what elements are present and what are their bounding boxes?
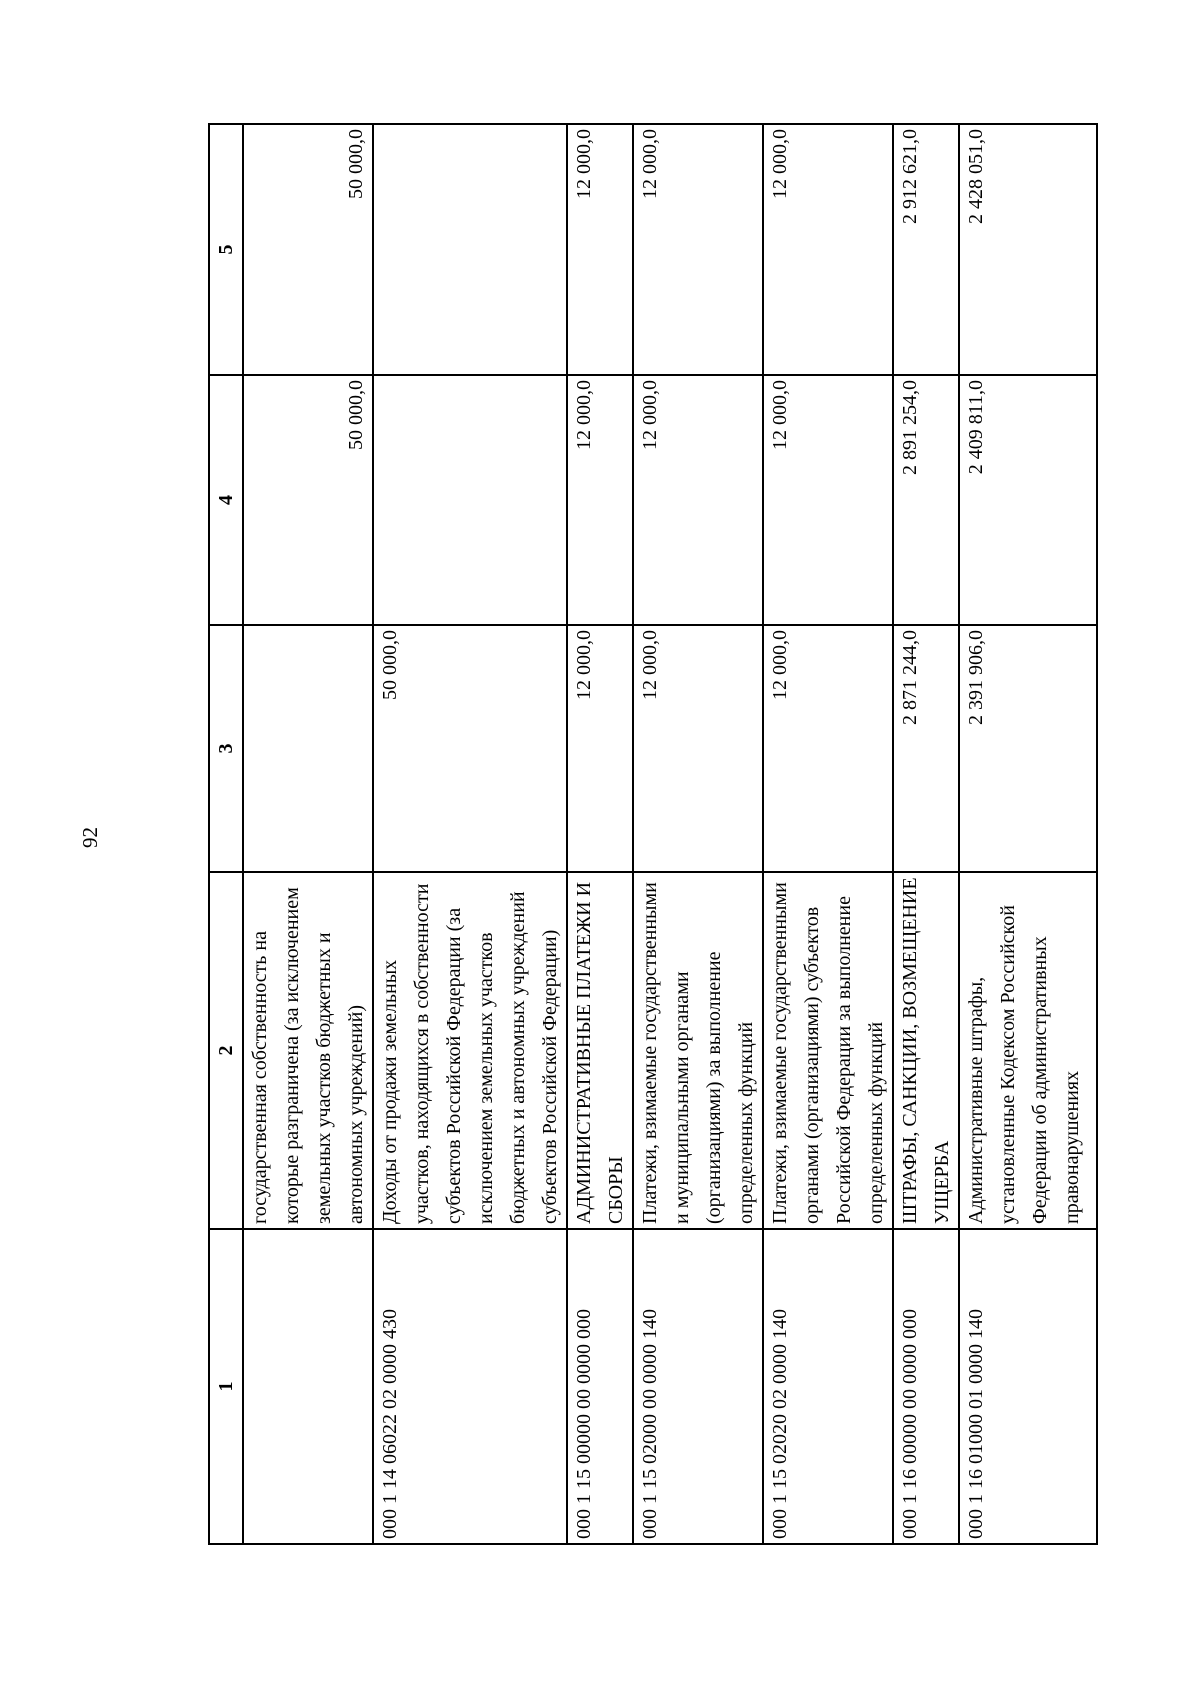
row-name: Административные штрафы, установленные Кодексом Российской Федерации об административных правонарушениях [959,872,1097,1229]
table-row [763,124,893,1544]
row-value-5 [373,124,567,375]
row-code: 000 1 16 01000 01 0000 140 [959,1229,1097,1544]
row-value-4: 2 409 811,0 [959,375,1097,625]
table-row [633,124,763,1544]
row-code: 000 1 15 02020 02 0000 140 [763,1229,893,1544]
rotated-table-container [208,125,1098,1545]
row-name: Платежи, взимаемые государственными и муниципальными органами (организациями) за выполнение определенных функций [633,872,763,1229]
row-value-5: 12 000,0 [633,124,763,375]
row-value-3: 50 000,0 [373,625,567,872]
row-value-3: 12 000,0 [633,625,763,872]
row-code: 000 1 14 06022 02 0000 430 [373,1229,567,1544]
row-name: АДМИНИСТРАТИВНЫЕ ПЛАТЕЖИ И СБОРЫ [567,872,633,1229]
header-col-3: 3 [209,625,243,872]
row-value-5: 12 000,0 [763,124,893,375]
row-value-3: 2 391 906,0 [959,625,1097,872]
row-value-5: 12 000,0 [567,124,633,375]
row-code [243,1229,373,1544]
header-col-2: 2 [209,872,243,1229]
header-col-4: 4 [209,375,243,625]
row-value-3: 2 871 244,0 [893,625,959,872]
table-row [243,124,373,1544]
row-value-3: 12 000,0 [567,625,633,872]
row-value-4: 50 000,0 [243,375,373,625]
row-name: Платежи, взимаемые государственными органами (организациями) субъектов Российской Федерации за выполнение определенных функций [763,872,893,1229]
row-value-4: 12 000,0 [763,375,893,625]
row-code: 000 1 15 00000 00 0000 000 [567,1229,633,1544]
header-col-1: 1 [209,1229,243,1544]
table-row [959,124,1097,1544]
table-row [567,124,633,1544]
row-value-4: 2 891 254,0 [893,375,959,625]
row-value-3 [243,625,373,872]
budget-table [208,123,1098,1545]
table-row [893,124,959,1544]
row-value-3: 12 000,0 [763,625,893,872]
page-number: 92 [78,827,102,848]
row-code: 000 1 16 00000 00 0000 000 [893,1229,959,1544]
row-name: Доходы от продажи земельных участков, находящихся в собственности субъектов Российской Федерации (за исключением земельных участков бюджетных и автономных учреждений субъектов Российской Федерации) [373,872,567,1229]
header-row [209,124,243,1544]
row-value-5: 2 428 051,0 [959,124,1097,375]
row-code: 000 1 15 02000 00 0000 140 [633,1229,763,1544]
row-value-4: 12 000,0 [567,375,633,625]
row-value-4 [373,375,567,625]
row-name: ШТРАФЫ, САНКЦИИ, ВОЗМЕЩЕНИЕ УЩЕРБА [893,872,959,1229]
row-value-5: 50 000,0 [243,124,373,375]
header-col-5: 5 [209,124,243,375]
row-name: государственная собственность на которые разграничена (за исключением земельных участков бюджетных и автономных учреждений) [243,872,373,1229]
table-row [373,124,567,1544]
row-value-5: 2 912 621,0 [893,124,959,375]
row-value-4: 12 000,0 [633,375,763,625]
